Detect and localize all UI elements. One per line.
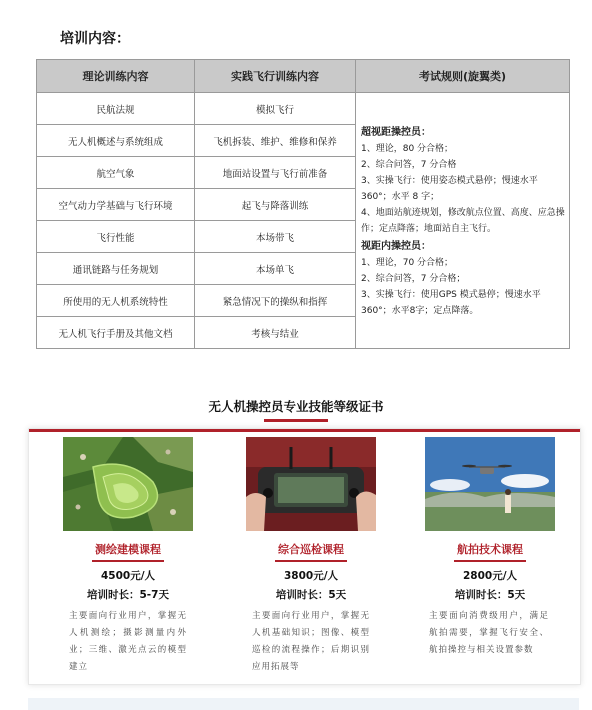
course-duration: 培训时长：5-7天 [87,589,169,601]
training-section-title: 培训内容： [60,31,130,47]
course-price: 4500元/人 [100,570,156,582]
theory-cell: 无人机飞行手册及其他文档 [37,317,195,349]
vlos-rule: 2、综合问答，7 分合格； [361,273,466,284]
course-card-aerial-photo[interactable] [425,437,555,659]
header-practice: 实践飞行训练内容 [195,60,356,93]
theory-cell: 飞行性能 [37,221,195,253]
course-name-underline [454,560,526,562]
course-name-underline [275,560,347,562]
course-price: 2800元/人 [462,570,518,582]
vlos-rule: 1、理论，70 分合格； [361,257,454,268]
vlos-title: 视距内操控员： [361,240,431,252]
course-card-mapping[interactable] [63,437,193,676]
practice-cell: 本场单飞 [195,253,356,285]
course-card-inspection[interactable] [246,437,376,676]
practice-cell: 本场带飞 [195,221,356,253]
practice-cell: 紧急情况下的操纵和指挥 [195,285,356,317]
practice-cell: 地面站设置与飞行前准备 [195,157,356,189]
bvlos-rule: 4、地面站航迹规划，修改航点位置、高度、应急操作；定点降落；地面站自主飞行。 [361,207,565,234]
certificate-title-underline [264,419,328,422]
course-price: 3800元/人 [283,570,339,582]
header-theory: 理论训练内容 [37,60,195,93]
course-description: 主要面向行业用户，掌握无人机测绘；摄影测量内外业；三维、激光点云的模型建立 [69,611,187,672]
course-description: 主要面向行业用户，掌握无人机基础知识；图像、模型巡检的流程操作；后期识别应用拓展等 [252,611,370,672]
course-description: 主要面向消费级用户，满足航拍需要，掌握飞行安全、航拍操控与相关设置参数 [429,611,549,655]
practice-cell: 起飞与降落训练 [195,189,356,221]
practice-cell: 考核与结业 [195,317,356,349]
next-section-edge [28,698,579,710]
course-name: 测绘建模课程 [95,543,161,556]
header-exam-rules: 考试规则(旋翼类) [356,60,570,93]
course-name: 综合巡检课程 [278,543,344,556]
theory-cell: 无人机概述与系统组成 [37,125,195,157]
drone-flight-photo [425,437,555,531]
certificate-title: 无人机操控员专业技能等级证书 [208,399,384,414]
exam-rules-cell [356,93,570,349]
remote-controller-photo [246,437,376,531]
vlos-rule: 3、实操飞行：使用GPS 模式悬停；慢速水平360°；水平8字；定点降落。 [361,289,541,316]
theory-cell: 民航法规 [37,93,195,125]
practice-cell: 飞机拆装、维护、维修和保养 [195,125,356,157]
theory-cell: 空气动力学基础与飞行环境 [37,189,195,221]
bvlos-title: 超视距操控员： [361,126,431,138]
aerial-mapping-photo [63,437,193,531]
bvlos-rule: 2、综合问答，7 分合格 [361,159,457,170]
training-table [36,59,570,349]
course-name: 航拍技术课程 [457,543,523,556]
bvlos-rule: 3、实操飞行：使用姿态模式悬停；慢速水平 360°；水平 8 字； [361,175,538,202]
table-header-row [37,60,570,93]
theory-cell: 航空气象 [37,157,195,189]
theory-cell: 通讯链路与任务规划 [37,253,195,285]
table-row [37,93,570,125]
course-duration: 培训时长：5天 [454,589,526,601]
theory-cell: 所使用的无人机系统特性 [37,285,195,317]
practice-cell: 模拟飞行 [195,93,356,125]
panel-accent-bar [29,429,580,432]
bvlos-rule: 1、理论，80 分合格； [361,143,454,154]
course-duration: 培训时长：5天 [275,589,347,601]
course-name-underline [92,560,164,562]
